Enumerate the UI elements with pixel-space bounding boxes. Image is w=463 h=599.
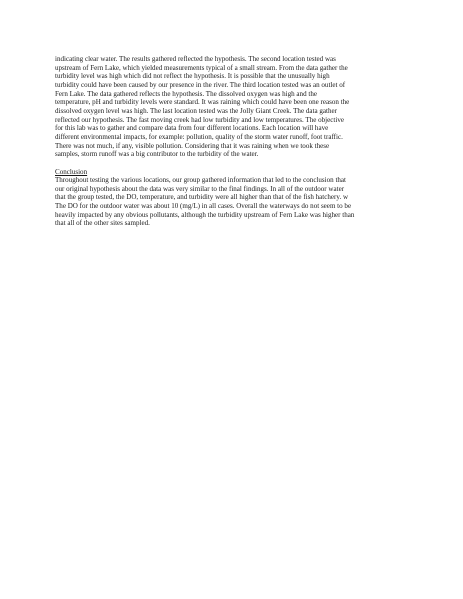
text-line: Throughout testing the various locations, our group gathered information that led to the conclusion that — [55, 176, 347, 185]
text-line: that the group tested, the DO, temperature, and turbidity were all higher than that of the fish hatchery. w — [55, 193, 349, 202]
text-line: The DO for the outdoor water was about 10 (mg/L) in all cases. Overall the waterways do not seem to be — [55, 202, 352, 211]
text-line: temperature, pH and turbidity levels were standard. It was raining which could have been one reason the — [55, 98, 350, 107]
text-line: There was not much, if any, visible pollution. Considering that it was raining when we took these — [55, 141, 330, 150]
conclusion-paragraph — [55, 176, 410, 228]
text-line: turbidity could have been caused by our presence in the river. The third location tested was an outlet of — [55, 80, 346, 89]
text-line: for this lab was to gather and compare data from four different locations. Each location will have — [55, 124, 329, 133]
text-line: indicating clear water. The results gathered reflected the hypothesis. The second location tested was — [55, 55, 336, 63]
text-line: reflected our hypothesis. The fast moving creek had low turbidity and low temperatures. The objective — [55, 115, 344, 124]
text-line: samples, storm runoff was a big contributor to the turbidity of the water. — [55, 150, 259, 159]
text-line: heavily impacted by any obvious pollutants, although the turbidity upstream of Fern Lake was higher than — [55, 210, 355, 219]
text-line: that all of the other sites sampled. — [55, 219, 150, 228]
text-line: turbidity level was high which did not reflect the hypothesis. It is possible that the unusually high — [55, 72, 330, 81]
text-line: different environmental impacts, for example: pollution, quality of the storm water runoff, foot traffic. — [55, 132, 343, 141]
document-body — [55, 55, 410, 228]
text-line: Fern Lake. The data gathered reflects the hypothesis. The dissolved oxygen was high and the — [55, 89, 317, 98]
text-line: dissolved oxygen level was high. The last location tested was the Jolly Giant Creek. The data gather — [55, 106, 337, 115]
results-paragraph — [55, 55, 410, 159]
paragraph-gap — [55, 159, 410, 168]
text-line: upstream of Fern Lake, which yielded measurements typical of a small stream. From the data gather the — [55, 63, 348, 72]
conclusion-heading: Conclusion — [55, 167, 88, 176]
text-line: our original hypothesis about the data was very similar to the final findings. In all of the outdoor water — [55, 184, 345, 193]
